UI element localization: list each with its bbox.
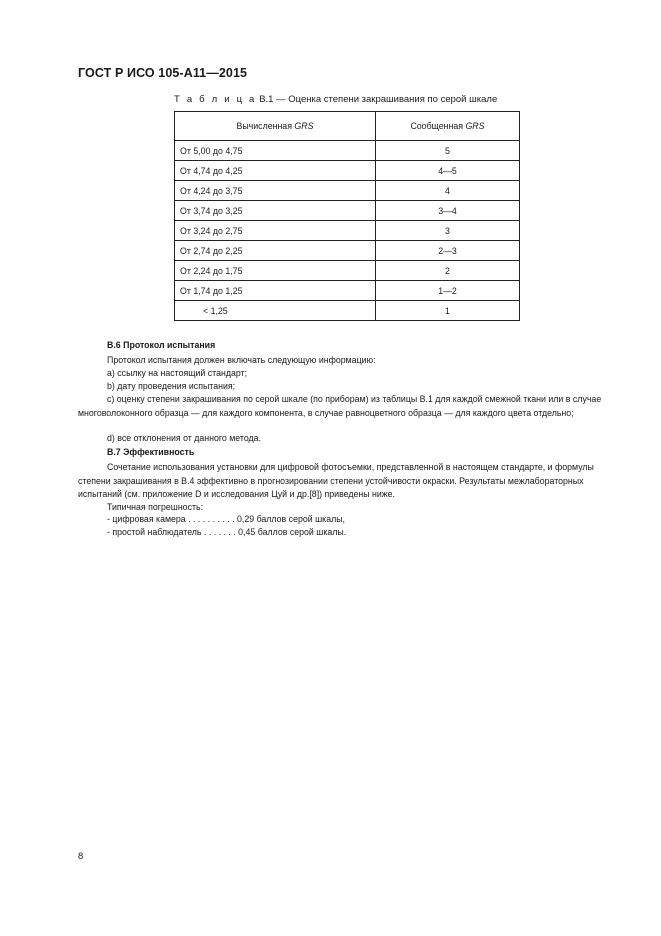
computed-cell: < 1,25: [175, 301, 376, 321]
table-row: [175, 241, 520, 261]
table-caption: [174, 94, 497, 105]
b6-item-b: b) дату проведения испытания;: [107, 381, 236, 391]
b6-item-a: а) ссылку на настоящий стандарт;: [107, 368, 248, 378]
table-caption-title: В.1 — Оценка степени закрашивания по серой шкале: [259, 94, 498, 105]
table-row: [175, 141, 520, 161]
reported-cell: 1: [376, 301, 520, 321]
computed-cell: От 2,24 до 1,75: [175, 261, 376, 281]
computed-cell: От 4,24 до 3,75: [175, 181, 376, 201]
reported-cell: 1—2: [376, 281, 520, 301]
b7-error-camera: - цифровая камера . . . . . . . . . . 0,29 баллов серой шкалы,: [107, 514, 346, 524]
b6-item-c: с) оценку степени закрашивания по серой шкале (по приборам) из таблицы В.1 для каждой смежной ткани или в случае многоволоконного образца — для каждого компонента, в случае равноцветного образца — для каждого цвета отдельно;: [78, 394, 602, 418]
document-header: ГОСТ Р ИСО 105-А11—2015: [78, 66, 248, 80]
table-row: [175, 261, 520, 281]
reported-cell: 2—3: [376, 241, 520, 261]
computed-cell: От 3,24 до 2,75: [175, 221, 376, 241]
reported-cell: 3: [376, 221, 520, 241]
computed-cell: От 2,74 до 2,25: [175, 241, 376, 261]
table-row: [175, 201, 520, 221]
b7-errors-label: Типичная погрешность:: [107, 502, 204, 512]
b7-error-observer: - простой наблюдатель . . . . . . . 0,45 баллов серой шкалы.: [107, 527, 347, 537]
table-caption-prefix: Т а б л и ц а: [174, 94, 257, 105]
section-b6-title: В.6 Протокол испытания: [107, 340, 216, 350]
grs-table: [174, 111, 520, 321]
reported-cell: 4—5: [376, 161, 520, 181]
computed-cell: От 1,74 до 1,25: [175, 281, 376, 301]
b6-intro: Протокол испытания должен включать следующую информацию:: [107, 355, 376, 365]
reported-cell: 3—4: [376, 201, 520, 221]
computed-cell: От 5,00 до 4,75: [175, 141, 376, 161]
computed-cell: От 3,74 до 3,25: [175, 201, 376, 221]
computed-cell: От 4,74 до 4,25: [175, 161, 376, 181]
b7-paragraph: Сочетание использования установки для цифровой фотосъемки, представленной в настоящем стандарте, и формулы степени закрашивания в В.4 эффективно в прогнозировании степени устойчивости окраски. Результаты межлабораторных испытаний (см. приложение D и исследования Цуй и др.[8]) приведены ниже.: [78, 462, 594, 499]
table-row: [175, 161, 520, 181]
b6-item-d: d) все отклонения от данного метода.: [107, 433, 262, 443]
col-computed-header: Вычисленная GRS: [175, 112, 376, 141]
page-number: 8: [78, 851, 84, 862]
table-header-row: [175, 112, 520, 141]
reported-cell: 5: [376, 141, 520, 161]
table-row: [175, 281, 520, 301]
reported-cell: 2: [376, 261, 520, 281]
table-row: [175, 181, 520, 201]
table-row: [175, 221, 520, 241]
col-reported-header: Сообщенная GRS: [376, 112, 520, 141]
reported-cell: 4: [376, 181, 520, 201]
section-b7-title: В.7 Эффективность: [107, 447, 195, 457]
table-row: [175, 301, 520, 321]
